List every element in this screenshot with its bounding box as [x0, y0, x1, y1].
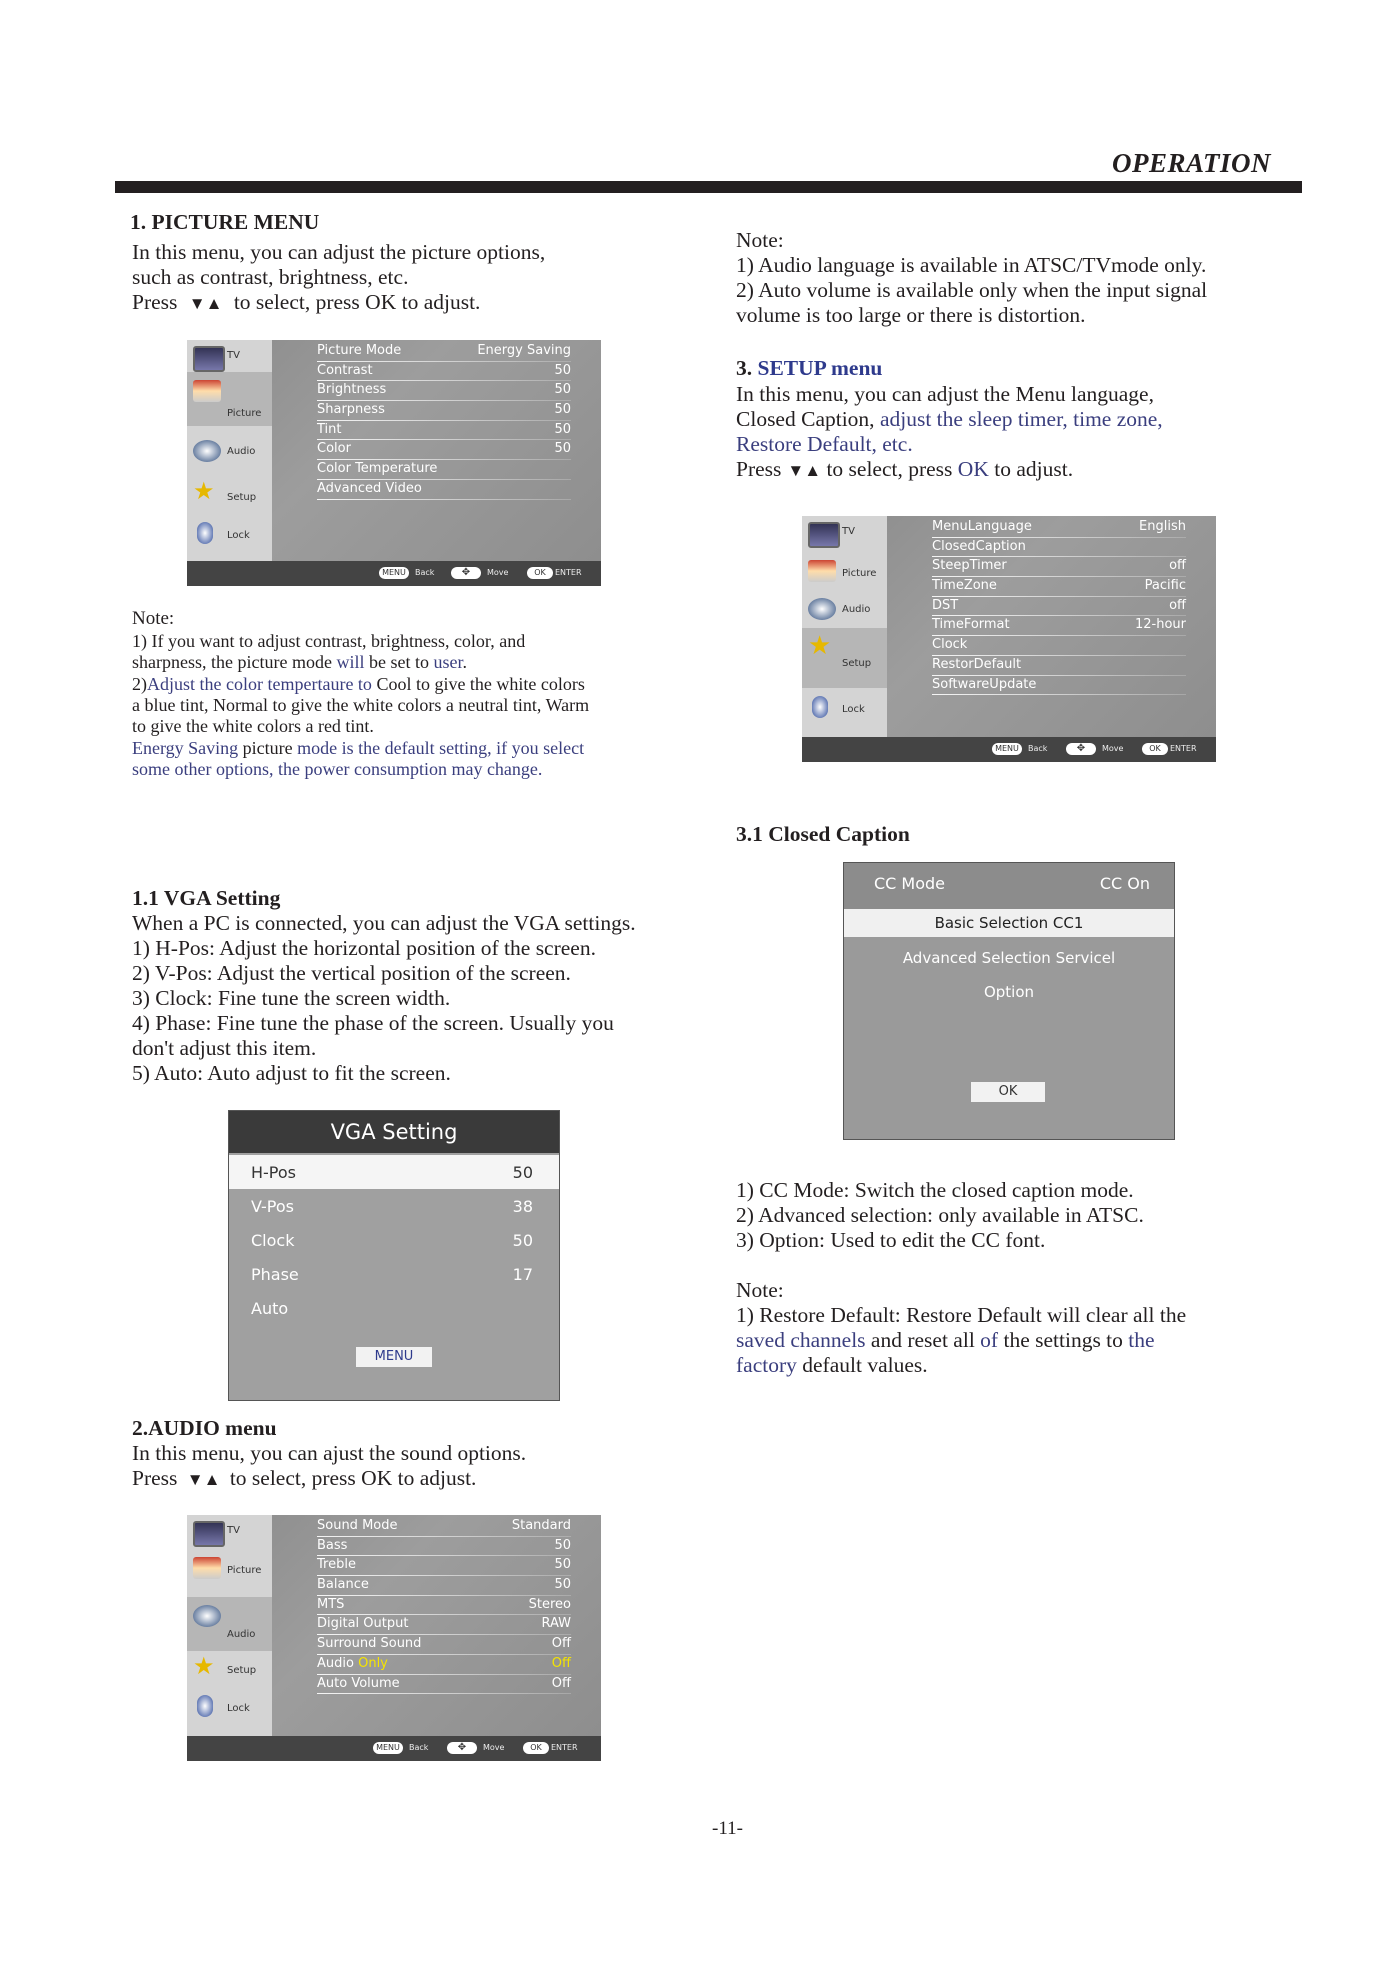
menu-item-color [317, 441, 571, 461]
item-label: RestorDefault [932, 656, 1022, 672]
sidebar-label-tv: TV [842, 526, 855, 537]
picture-p1: In this menu, you can adjust the picture options, [132, 240, 546, 264]
menu-item-restore-default [932, 657, 1186, 677]
audio-menu-screen [187, 1515, 601, 1761]
cc-heading: 3.1 Closed Caption [736, 822, 910, 846]
item-label: MenuLanguage [932, 519, 1032, 534]
menu-item-time-format [932, 617, 1186, 637]
text: . [462, 652, 467, 672]
menu-item-contrast [317, 363, 571, 383]
sidebar-label-audio: Audio [227, 1629, 256, 1640]
item-value: off [1169, 597, 1186, 613]
item-label: Advanced Video [317, 480, 422, 496]
menu-item-picture-mode [317, 343, 571, 363]
item-value: 12-hour [1134, 617, 1186, 633]
speaker-icon [193, 1605, 221, 1627]
item-value: Energy Saving [477, 343, 571, 358]
text: picture [238, 738, 298, 758]
text: user [433, 652, 463, 672]
cc-note-2 [736, 1328, 1155, 1353]
sidebar-item-lock [802, 692, 887, 730]
move-arrows-icon: ✥ [447, 1742, 477, 1754]
menu-item-treble [317, 1557, 571, 1577]
text: Closed Caption, [736, 407, 880, 431]
sidebar-item-setup [802, 628, 887, 688]
menu-item-brightness [317, 382, 571, 402]
picture-note-3b: some other options, the power consumption may change. [132, 759, 543, 779]
item-value: Stereo [528, 1596, 571, 1612]
cc-mode-label: CC Mode [874, 874, 946, 893]
enter-hint: ENTER [555, 568, 582, 577]
sidebar-label-picture: Picture [227, 1565, 262, 1576]
picture-note-3a [132, 738, 584, 759]
lock-icon [197, 1695, 213, 1717]
menu-item-menu-language [932, 519, 1186, 539]
sidebar-label-picture: Picture [842, 568, 877, 579]
press-text: Press [736, 457, 782, 481]
text: SETUP menu [757, 356, 883, 380]
sidebar-item-setup [187, 478, 272, 516]
cc-line-1: 1) CC Mode: Switch the closed caption mode. [736, 1178, 1134, 1202]
sidebar-label-tv: TV [227, 350, 240, 361]
text: adjust the sleep timer, time zone, [879, 407, 1163, 431]
menu-footer [187, 1736, 601, 1761]
move-arrows-icon: ✥ [1066, 743, 1096, 755]
item-label: SoftwareUpdate [932, 676, 1037, 692]
menu-item-dst [932, 598, 1186, 618]
item-label: TimeFormat [932, 617, 1010, 633]
star-icon: ★ [193, 1652, 215, 1680]
menu-item-audio-only [317, 1656, 571, 1676]
item-value: 50 [554, 382, 571, 398]
back-hint: Back [409, 1743, 429, 1752]
cc-line-3: 3) Option: Used to edit the CC font. [736, 1228, 1046, 1252]
text: Adjust the color tempertaure to [147, 674, 372, 694]
item-label: SteepTimer [932, 558, 1007, 574]
vga-row-auto-label: Auto [251, 1299, 289, 1318]
vga-setting-panel [228, 1110, 560, 1401]
cc-option: Option [983, 983, 1035, 1001]
item-label: Brightness [317, 382, 387, 398]
vga-line-4: 4) Phase: Fine tune the phase of the screen. Usually you [132, 1011, 614, 1035]
ok-key-chip: OK [527, 567, 553, 579]
picture-note-1a: 1) If you want to adjust contrast, brightness, color, and [132, 631, 526, 651]
enter-hint: ENTER [1170, 744, 1197, 753]
sidebar-item-picture [187, 372, 272, 426]
item-value: Off [551, 1655, 571, 1671]
move-hint: Move [483, 1743, 505, 1752]
item-label: Digital Output [317, 1616, 409, 1632]
text: sharpness, the picture mode [132, 652, 337, 672]
item-value: 50 [554, 421, 571, 437]
sidebar-label-tv: TV [227, 1525, 240, 1536]
cc-note-title: Note: [736, 1278, 784, 1302]
menu-sidebar [187, 340, 272, 564]
text: be set to [364, 652, 434, 672]
menu-item-surround-sound [317, 1636, 571, 1656]
text: to select, press [821, 457, 958, 481]
ok-key-chip: OK [1142, 743, 1168, 755]
back-hint: Back [1028, 744, 1048, 753]
down-up-arrow-icon: ▼▲ [787, 461, 822, 480]
menu-key-chip: MENU [373, 1742, 403, 1754]
ok-key-chip: OK [523, 1742, 549, 1754]
vga-line-1: 1) H-Pos: Adjust the horizontal position of the screen. [132, 936, 596, 960]
press-instruction: to select, press OK to adjust. [233, 290, 481, 314]
vga-row-clock-value: 50 [512, 1231, 533, 1250]
sidebar-label-setup: Setup [842, 658, 872, 669]
text: will [336, 652, 365, 672]
item-value: English [1139, 519, 1186, 534]
sidebar-item-audio [802, 592, 887, 630]
item-value: Pacific [1144, 578, 1186, 594]
vga-row-phase-label: Phase [251, 1265, 299, 1284]
sidebar-label-setup: Setup [227, 492, 257, 503]
sidebar-item-lock [187, 518, 272, 556]
item-label: Auto Volume [317, 1675, 400, 1691]
text: mode is the default setting, if you select [297, 738, 585, 758]
cc-advanced-selection: Advanced Selection Servicel [902, 949, 1116, 967]
menu-item-advanced-video [317, 481, 571, 501]
header-divider [115, 181, 1302, 193]
item-label: Sound Mode [317, 1518, 398, 1533]
cc-mode-value: CC On [1099, 874, 1150, 893]
vga-heading: 1.1 VGA Setting [132, 886, 281, 910]
cc-note-1: 1) Restore Default: Restore Default will clear all the [736, 1303, 1187, 1327]
vga-line-6: 5) Auto: Auto adjust to fit the screen. [132, 1061, 451, 1085]
tv-icon [193, 346, 225, 372]
item-label: Color Temperature [317, 461, 438, 477]
vga-line-3: 3) Clock: Fine tune the screen width. [132, 986, 451, 1010]
item-label: Surround Sound [317, 1636, 422, 1652]
cc-note-3 [736, 1353, 928, 1378]
item-label: Color [317, 441, 351, 457]
item-value: 50 [554, 362, 571, 378]
item-value: 50 [554, 1537, 571, 1553]
menu-footer [802, 737, 1216, 762]
vga-row-phase-value: 17 [512, 1265, 533, 1284]
cc-line-2: 2) Advanced selection: only available in ATSC. [736, 1203, 1144, 1227]
press-text: Press [132, 1466, 178, 1490]
text: factory [736, 1353, 797, 1377]
sidebar-label-lock: Lock [227, 1703, 250, 1714]
setup-heading [736, 356, 882, 381]
move-arrows-icon: ✥ [451, 567, 481, 579]
item-value: 50 [554, 402, 571, 418]
item-value: 50 [554, 1577, 571, 1593]
vga-line-5: don't adjust this item. [132, 1036, 317, 1060]
picture-icon [808, 560, 836, 582]
down-up-arrow-icon: ▼▲ [186, 1470, 221, 1489]
picture-icon [193, 1557, 221, 1579]
picture-note-1b [132, 652, 467, 673]
menu-item-sleep-timer [932, 558, 1186, 578]
menu-item-sound-mode [317, 1518, 571, 1538]
item-label: DST [932, 597, 959, 613]
cc-basic-selection: Basic Selection CC1 [934, 914, 1084, 932]
setup-l3: Restore Default, etc. [736, 432, 913, 456]
lock-icon [812, 696, 828, 718]
picture-note-2b: a blue tint, Normal to give the white colors a neutral tint, Warm [132, 695, 590, 715]
speaker-icon [808, 598, 836, 620]
text: and reset all [865, 1328, 981, 1352]
item-value: Off [551, 1636, 571, 1652]
menu-key-chip: MENU [379, 567, 409, 579]
sidebar-label-lock: Lock [227, 530, 250, 541]
press-text: Press [132, 290, 178, 314]
tv-icon [193, 1521, 225, 1547]
menu-item-time-zone [932, 578, 1186, 598]
picture-p2: such as contrast, brightness, etc. [132, 265, 409, 289]
picture-p3 [132, 290, 480, 316]
right-note-title: Note: [736, 228, 784, 252]
vga-line-0: When a PC is connected, you can adjust the VGA settings. [132, 911, 636, 935]
menu-sidebar [187, 1515, 272, 1739]
item-label: Balance [317, 1577, 369, 1593]
item-label: Picture Mode [317, 343, 402, 358]
right-note-l3: volume is too large or there is distortion. [736, 303, 1086, 327]
sidebar-item-audio [187, 436, 272, 474]
sidebar-item-audio [187, 1597, 272, 1651]
text: of [980, 1328, 999, 1352]
menu-key-chip: MENU [992, 743, 1022, 755]
item-label: Sharpness [317, 402, 385, 418]
vga-panel-title: VGA Setting [229, 1111, 559, 1153]
item-value: Off [551, 1675, 571, 1691]
item-value: Standard [511, 1518, 571, 1533]
item-label: Clock [932, 637, 968, 653]
item-label: ClosedCaption [932, 538, 1026, 554]
item-label: MTS [317, 1596, 345, 1612]
sidebar-item-tv [802, 516, 887, 554]
menu-sidebar [802, 516, 887, 740]
text: default values. [796, 1353, 928, 1377]
menu-item-clock [932, 637, 1186, 657]
right-note-l2: 2) Auto volume is available only when the input signal [736, 278, 1208, 302]
sidebar-label-setup: Setup [227, 1665, 257, 1676]
picture-note-title: Note: [132, 608, 175, 629]
menu-item-closed-caption [932, 539, 1186, 559]
vga-row-vpos-value: 38 [512, 1197, 533, 1216]
item-value: off [1169, 558, 1186, 574]
menu-item-bass [317, 1538, 571, 1558]
picture-menu-screen [187, 340, 601, 586]
audio-heading: 2.AUDIO menu [132, 1416, 277, 1440]
setup-l2 [736, 407, 1163, 432]
vga-line-2: 2) V-Pos: Adjust the vertical position of the screen. [132, 961, 571, 985]
audio-p1: In this menu, you can ajust the sound options. [132, 1441, 527, 1465]
page-number: -11- [712, 1818, 743, 1839]
sidebar-item-setup [187, 1653, 272, 1691]
picture-heading: 1. PICTURE MENU [130, 210, 320, 234]
text: saved channels [736, 1328, 866, 1352]
item-label: Tint [317, 421, 342, 437]
text: 2) [132, 674, 147, 694]
text: Energy Saving [132, 738, 239, 758]
item-label: Treble [317, 1557, 356, 1573]
star-icon: ★ [808, 631, 832, 661]
picture-note-2a [132, 674, 585, 695]
vga-row-clock-label: Clock [251, 1231, 295, 1250]
menu-item-auto-volume [317, 1676, 571, 1696]
sidebar-item-lock [187, 1691, 272, 1729]
item-label-highlight: Only [358, 1655, 388, 1671]
vga-row-hpos-label: H-Pos [251, 1163, 297, 1182]
back-hint: Back [415, 568, 435, 577]
sidebar-item-tv [187, 1515, 272, 1553]
picture-icon [193, 380, 221, 402]
menu-item-mts [317, 1597, 571, 1617]
sidebar-item-picture [187, 1551, 272, 1589]
text: OK [957, 457, 989, 481]
vga-menu-button: MENU [356, 1347, 432, 1367]
sidebar-label-lock: Lock [842, 704, 865, 715]
enter-hint: ENTER [551, 1743, 578, 1752]
text: Cool to give the white colors [371, 674, 585, 694]
sidebar-item-picture [802, 554, 887, 592]
star-icon: ★ [193, 477, 215, 505]
menu-footer [187, 561, 601, 586]
menu-item-sharpness [317, 402, 571, 422]
text: to adjust. [988, 457, 1074, 481]
setup-l4 [736, 457, 1073, 483]
item-value: RAW [541, 1616, 571, 1632]
item-label: TimeZone [932, 578, 997, 594]
page-header-title: OPERATION [1112, 148, 1272, 178]
press-instruction: to select, press OK to adjust. [229, 1466, 477, 1490]
item-label: Bass [317, 1537, 348, 1553]
picture-note-2c: to give the white colors a red tint. [132, 716, 374, 736]
menu-item-digital-output [317, 1616, 571, 1636]
menu-item-tint [317, 422, 571, 442]
sidebar-label-audio: Audio [227, 446, 256, 457]
text: the [1128, 1328, 1155, 1352]
tv-icon [808, 522, 840, 548]
setup-l1: In this menu, you can adjust the Menu language, [736, 382, 1154, 406]
sidebar-label-audio: Audio [842, 604, 871, 615]
vga-row-hpos-value: 50 [512, 1163, 533, 1182]
item-value: 50 [554, 441, 571, 457]
right-note-l1: 1) Audio language is available in ATSC/TVmode only. [736, 253, 1207, 277]
text: the settings to [998, 1328, 1129, 1352]
item-value: 50 [554, 1557, 571, 1573]
text: 3. [736, 356, 758, 380]
sidebar-label-picture: Picture [227, 408, 262, 419]
menu-item-color-temperature [317, 461, 571, 481]
cc-ok-button: OK [971, 1082, 1045, 1102]
audio-p2 [132, 1466, 476, 1492]
lock-icon [197, 522, 213, 544]
menu-item-software-update [932, 677, 1186, 697]
down-up-arrow-icon: ▼▲ [188, 294, 223, 313]
setup-menu-screen [802, 516, 1216, 762]
item-label: Audio [317, 1655, 359, 1671]
move-hint: Move [1102, 744, 1124, 753]
move-hint: Move [487, 568, 509, 577]
item-label: Contrast [317, 362, 373, 378]
closed-caption-panel [843, 862, 1175, 1140]
speaker-icon [193, 440, 221, 462]
vga-row-vpos-label: V-Pos [251, 1197, 294, 1216]
menu-item-balance [317, 1577, 571, 1597]
